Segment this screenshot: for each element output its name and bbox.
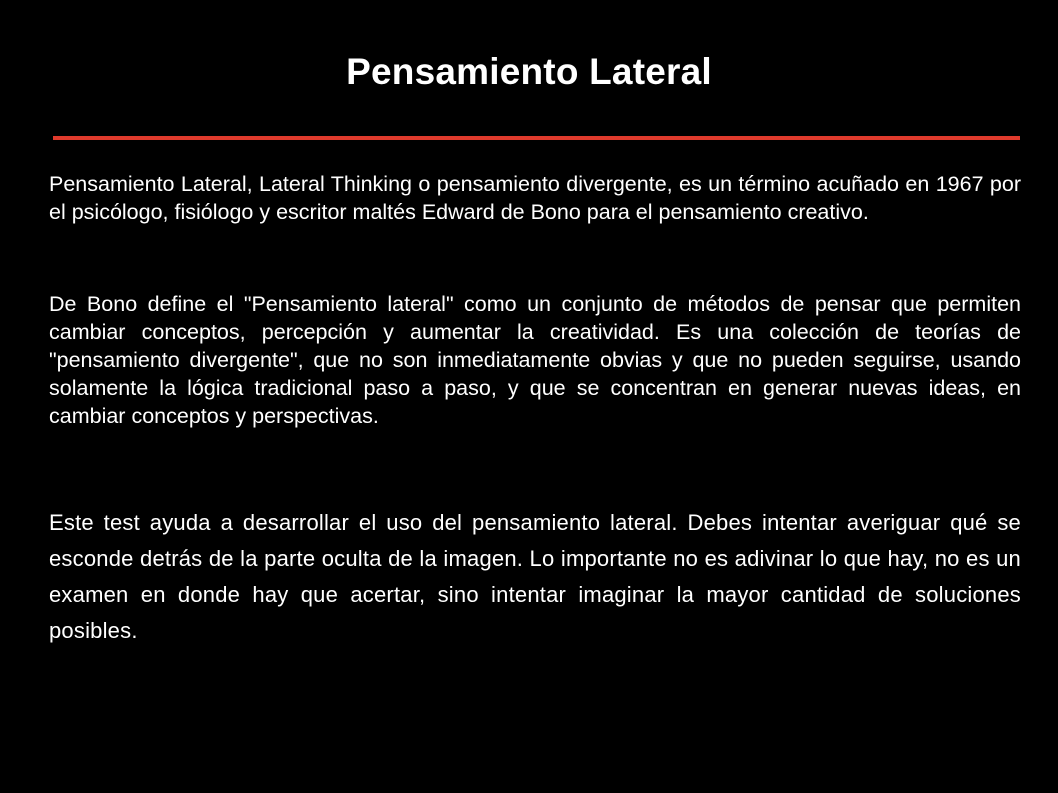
title-divider [53, 136, 1020, 140]
slide-title: Pensamiento Lateral [346, 51, 712, 92]
paragraph-de-bono-definition: De Bono define el "Pensamiento lateral" como un conjunto de métodos de pensar que permiten cambiar conceptos, percepción y aumentar la creatividad. Es una colección de teorías de "pensamiento divergente", que no son inmediatamente obvias y que no pueden seguirse, usando solamente la lógica tradicional paso a paso, y que se concentran en generar nuevas ideas, en cambiar conceptos y perspectivas. [49, 292, 1021, 428]
paragraph-test-instructions: Este test ayuda a desarrollar el uso del pensamiento lateral. Debes intentar averiguar qué se esconde detrás de la parte oculta de la imagen. Lo importante no es adivinar lo que hay, no es un examen en donde hay que acertar, sino intentar imaginar la mayor cantidad de soluciones posibles. [49, 510, 1021, 643]
paragraph-definition: Pensamiento Lateral, Lateral Thinking o pensamiento divergente, es un término acuñado en 1967 por el psicólogo, fisiólogo y escritor maltés Edward de Bono para el pensamiento creativo. [49, 172, 1021, 224]
